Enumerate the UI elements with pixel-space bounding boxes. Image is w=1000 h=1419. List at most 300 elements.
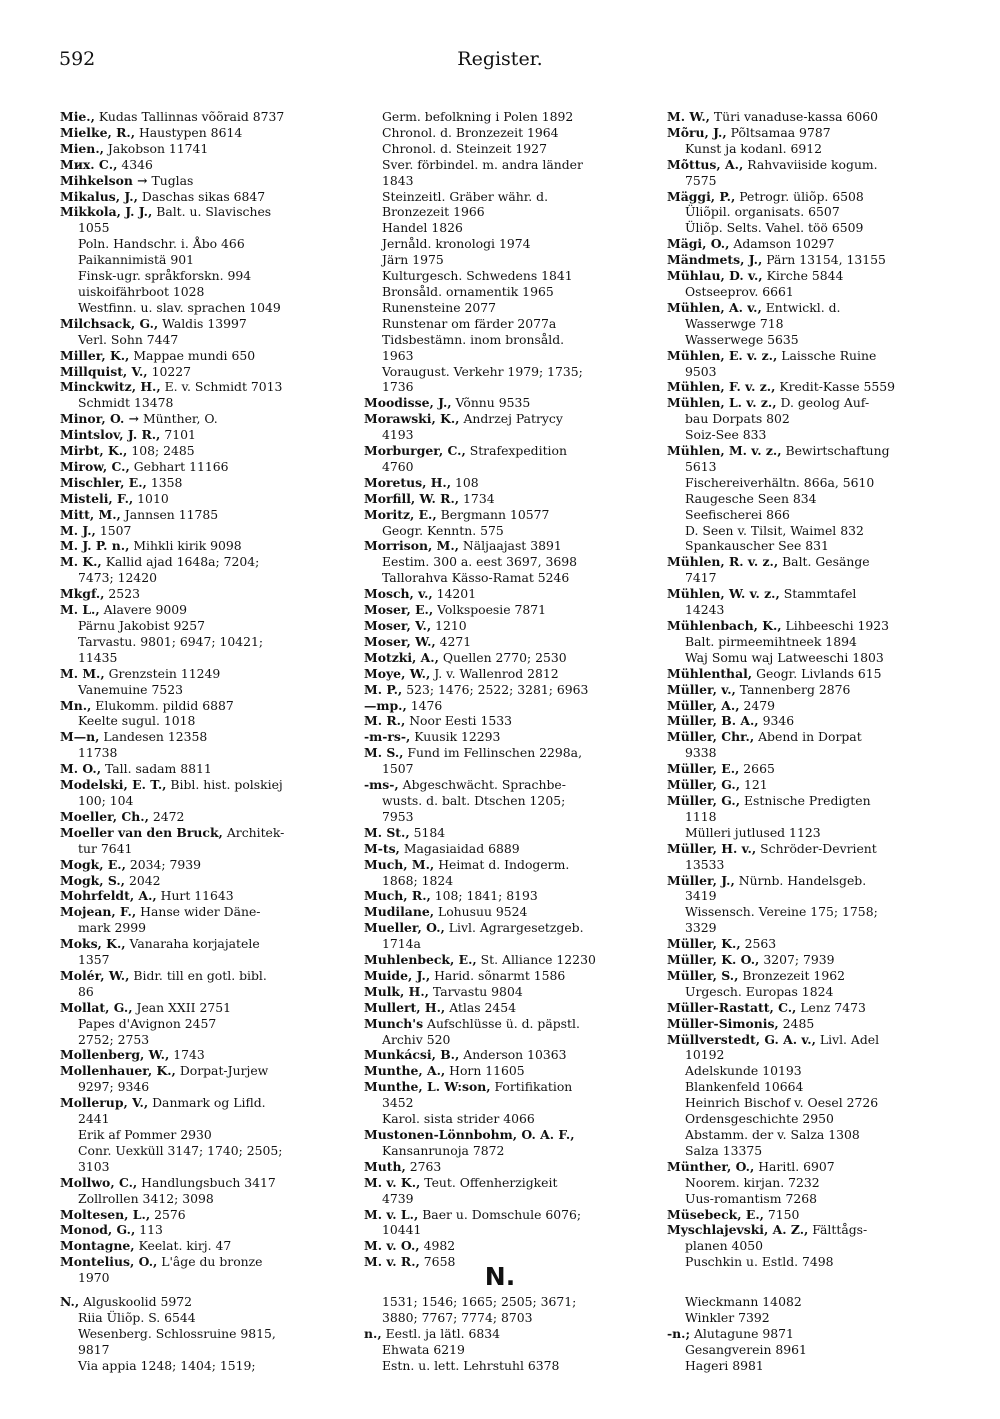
entry-text: Adelskunde 10193 — [685, 1063, 802, 1079]
entry-heading: Mollat, G., — [60, 999, 133, 1015]
entry-heading: Muide, J., — [364, 967, 431, 983]
entry-text: 1714a — [382, 936, 421, 952]
entry-text: 1357 — [78, 952, 110, 968]
entry-text: Archiv 520 — [382, 1031, 451, 1047]
entry-text: Livl. Adel — [815, 1031, 880, 1047]
index-subentry — [364, 1191, 644, 1207]
entry-heading: Mühlen, E. v. z., — [667, 347, 778, 363]
entry-text: Tallorahva Kässo-Ramat 5246 — [382, 570, 570, 586]
index-subentry — [60, 1159, 360, 1175]
index-entry — [60, 1047, 360, 1063]
index-subentry — [667, 888, 947, 904]
entry-heading: Mirow, C., — [60, 458, 130, 474]
entry-heading: Mogk, S., — [60, 872, 125, 888]
index-subentry — [60, 268, 360, 284]
index-entry — [364, 952, 644, 968]
index-subentry — [667, 634, 947, 650]
entry-text: Via appia 1248; 1404; 1519; — [78, 1357, 256, 1373]
index-subentry — [364, 1342, 644, 1358]
index-entry — [667, 395, 947, 411]
index-subentry — [667, 570, 947, 586]
entry-heading: Moser, V., — [364, 618, 432, 633]
index-entry — [667, 125, 947, 141]
entry-text: Keelat. kirj. 47 — [134, 1238, 232, 1254]
index-subentry — [667, 538, 947, 554]
entry-heading: M. M., — [60, 665, 105, 681]
index-entry — [667, 554, 947, 570]
entry-text: Lenz 7473 — [796, 999, 866, 1015]
index-entry — [667, 1326, 947, 1342]
index-subentry — [60, 745, 360, 761]
index-subentry — [60, 713, 360, 729]
entry-text: Nürnb. Handelsgeb. — [734, 872, 867, 888]
entry-heading: Müsebeck, E., — [667, 1206, 764, 1222]
entry-text: Hageri 8981 — [685, 1357, 764, 1373]
index-subentry — [667, 220, 947, 236]
entry-text: 1531; 1546; 1665; 2505; 3671; — [382, 1294, 577, 1309]
index-entry — [60, 825, 360, 841]
entry-text: 2563 — [740, 936, 777, 952]
entry-text: 9346 — [758, 713, 795, 729]
index-entry — [364, 920, 644, 936]
index-subentry — [60, 618, 360, 634]
index-subentry — [60, 634, 360, 650]
index-entry — [667, 109, 947, 125]
index-subentry — [364, 873, 644, 889]
entry-heading: Müller, E., — [667, 761, 740, 777]
index-column-2 — [364, 109, 644, 1270]
index-subentry — [364, 459, 644, 475]
entry-text: Lihbeeschi 1923 — [781, 618, 890, 633]
index-subentry — [60, 682, 360, 698]
index-subentry — [667, 825, 947, 841]
entry-text: 108; 2485 — [127, 443, 195, 459]
index-entry — [364, 1063, 644, 1079]
index-entry — [364, 745, 644, 761]
entry-text: Balt. Gesänge — [778, 554, 870, 570]
index-subentry — [364, 189, 644, 205]
entry-text: uiskoifährboot 1028 — [78, 283, 205, 299]
index-column-3 — [667, 109, 947, 1270]
entry-heading: Modelski, E. T., — [60, 777, 167, 793]
index-entry — [364, 507, 644, 523]
entry-text: 11738 — [78, 745, 118, 761]
index-subentry — [667, 857, 947, 873]
entry-text: 9297; 9346 — [78, 1079, 150, 1095]
index-entry — [60, 698, 360, 714]
entry-heading: Muhlenbeck, E., — [364, 952, 477, 968]
entry-heading: Mühlen, W. v. z., — [667, 586, 780, 602]
entry-heading: Mojean, F., — [60, 904, 137, 920]
entry-heading: Mõttus, A., — [667, 156, 744, 172]
entry-heading: Much, M., — [364, 856, 435, 872]
entry-text: 9503 — [685, 363, 717, 379]
entry-text: D. geolog Auf- — [776, 395, 870, 411]
index-entry — [60, 523, 360, 539]
entry-text: 100; 104 — [78, 792, 134, 808]
index-subentry — [667, 1127, 947, 1143]
index-subentry — [60, 252, 360, 268]
entry-text: Quellen 2770; 2530 — [438, 649, 567, 665]
index-entry — [364, 475, 644, 491]
entry-text: Kansanrunoja 7872 — [382, 1142, 505, 1158]
entry-text: Bronsåld. ornamentik 1965 — [382, 283, 554, 299]
index-entry — [364, 634, 644, 650]
index-subentry — [667, 904, 947, 920]
entry-text: D. Seen v. Tilsit, Waimel 832 — [685, 522, 864, 538]
entry-text: Tuglas — [147, 172, 194, 188]
entry-heading: Mühlau, D. v., — [667, 268, 763, 284]
entry-text: Entwickl. d. — [761, 299, 841, 315]
entry-text: Wissensch. Vereine 175; 1758; — [685, 904, 878, 920]
index-entry — [60, 459, 360, 475]
index-entry — [60, 411, 360, 427]
index-subentry — [364, 125, 644, 141]
index-entry — [60, 554, 360, 570]
entry-heading: Mielke, R., — [60, 124, 136, 140]
page-number: 592 — [59, 48, 96, 70]
index-subentry — [364, 348, 644, 364]
entry-text: Winkler 7392 — [685, 1309, 770, 1325]
index-entry — [364, 602, 644, 618]
entry-text: Westfinn. u. slav. sprachen 1049 — [78, 299, 281, 315]
entry-text: Grenzstein 11249 — [104, 665, 221, 681]
index-subentry — [364, 236, 644, 252]
entry-text: Kulturgesch. Schwedens 1841 — [382, 268, 573, 284]
entry-heading: Müller, G., — [667, 792, 741, 808]
index-entry — [364, 825, 644, 841]
index-entry — [60, 538, 360, 554]
entry-text: 2763 — [405, 1158, 442, 1174]
entry-text: Eestl. ja lätl. 6834 — [381, 1325, 501, 1341]
entry-heading: Muth, — [364, 1158, 406, 1174]
index-entry — [364, 841, 644, 857]
entry-text: 7473; 12420 — [78, 570, 158, 586]
entry-heading: Motzki, A., — [364, 649, 439, 665]
index-subentry — [667, 1191, 947, 1207]
index-entry — [60, 1175, 360, 1191]
index-entry — [364, 1159, 644, 1175]
index-entry — [60, 443, 360, 459]
index-subentry — [60, 284, 360, 300]
entry-heading: Mischler, E., — [60, 474, 147, 490]
entry-text: Magasiaidad 6889 — [399, 840, 520, 856]
entry-heading: Mühlen, M. v. z., — [667, 443, 782, 459]
entry-text: Eestim. 300 a. eest 3697, 3698 — [382, 554, 578, 570]
entry-heading: Morfill, W. R., — [364, 490, 460, 506]
entry-heading: Mn., — [60, 697, 92, 713]
index-subentry — [667, 1175, 947, 1191]
entry-text: Tall. sadam 8811 — [101, 761, 212, 777]
index-entry — [364, 968, 644, 984]
index-subentry — [667, 809, 947, 825]
entry-heading: Milchsack, G., — [60, 315, 159, 331]
entry-text: Karol. sista strider 4066 — [382, 1111, 535, 1127]
entry-heading: M. St., — [364, 824, 410, 840]
entry-text: Jakobson 11741 — [103, 140, 209, 156]
entry-heading: Müller, G., — [667, 777, 741, 793]
index-subentry — [60, 332, 360, 348]
index-entry — [60, 1063, 360, 1079]
entry-text: Uus-romantism 7268 — [685, 1190, 817, 1206]
entry-heading: Mitt, M., — [60, 506, 121, 522]
entry-heading: n., — [364, 1325, 382, 1341]
entry-text: 7101 — [160, 427, 196, 443]
entry-heading: Mosch, v., — [364, 586, 433, 602]
entry-text: Geogr. Kenntn. 575 — [382, 522, 504, 538]
entry-heading: Molér, W., — [60, 967, 130, 983]
index-entry — [667, 189, 947, 205]
entry-text: Abend in Dorpat — [754, 729, 862, 745]
entry-text: 121 — [740, 777, 768, 793]
entry-text: Türi vanaduse-kassa 6060 — [709, 109, 878, 124]
entry-heading: Mkgf., — [60, 586, 105, 602]
entry-heading: Munkácsi, B., — [364, 1047, 460, 1063]
index-entry — [364, 857, 644, 873]
entry-text: Pärn 13154, 13155 — [762, 252, 886, 268]
entry-heading: -m-rs-, — [364, 729, 411, 745]
entry-text: 10192 — [685, 1047, 725, 1063]
entry-heading: M-ts, — [364, 840, 400, 856]
index-subentry — [364, 1095, 644, 1111]
entry-heading: Moye, W., — [364, 665, 431, 681]
index-entry — [667, 873, 947, 889]
index-entry — [364, 1207, 644, 1223]
entry-text: Wesenberg. Schlossruine 9815, — [78, 1325, 276, 1341]
entry-text: Paikannimistä 901 — [78, 252, 194, 268]
entry-text: 4271 — [435, 633, 472, 649]
index-entry — [364, 443, 644, 459]
entry-text: 108 — [451, 474, 479, 490]
entry-heading: Morrison, M., — [364, 538, 459, 554]
entry-text: 108; 1841; 8193 — [430, 888, 538, 904]
index-entry — [364, 618, 644, 634]
entry-heading: M. L., — [60, 602, 100, 618]
entry-text: 4739 — [382, 1190, 414, 1206]
index-subentry — [364, 204, 644, 220]
index-entry — [60, 141, 360, 157]
entry-text: Elukomm. pildid 6887 — [91, 697, 234, 713]
index-subentry — [60, 841, 360, 857]
entry-text: Laissche Ruine — [777, 347, 877, 363]
entry-text: Raugesche Seen 834 — [685, 490, 817, 506]
entry-text: Bronzezeit 1962 — [738, 967, 845, 983]
index-subentry — [667, 1358, 947, 1374]
entry-text: Estnische Predigten — [740, 792, 871, 808]
entry-text: 2665 — [739, 761, 775, 777]
index-entry — [667, 268, 947, 284]
entry-text: Architek- — [222, 824, 285, 840]
entry-text: Võnnu 9535 — [451, 395, 531, 411]
entry-text: 7150 — [763, 1206, 800, 1222]
entry-text: 7953 — [382, 808, 414, 824]
entry-heading: Mõru, J., — [667, 124, 727, 140]
index-entry — [667, 761, 947, 777]
index-subentry — [60, 1191, 360, 1207]
index-entry — [364, 395, 644, 411]
entry-text: Ordensgeschichte 2950 — [685, 1111, 834, 1127]
entry-text: Landesen 12358 — [99, 729, 208, 745]
entry-text: Noorem. kirjan. 7232 — [685, 1174, 820, 1190]
index-subentry — [60, 1326, 360, 1342]
entry-heading: Müller, Chr., — [667, 729, 755, 745]
entry-heading: Myschlajevski, A. Z., — [667, 1222, 809, 1238]
entry-heading: Mohrfeldt, A., — [60, 888, 157, 904]
entry-text: 1507 — [95, 522, 132, 538]
entry-heading: Montelius, O., — [60, 1254, 158, 1270]
index-subentry — [667, 1095, 947, 1111]
index-entry — [364, 729, 644, 745]
index-entry — [60, 1095, 360, 1111]
entry-heading: Moritz, E., — [364, 506, 437, 522]
index-subentry — [60, 1358, 360, 1374]
entry-text: Erik af Pommer 2930 — [78, 1127, 212, 1142]
entry-text: 3103 — [78, 1158, 110, 1174]
entry-text: J. v. Wallenrod 2812 — [430, 665, 559, 681]
index-subentry — [364, 284, 644, 300]
entry-text: Seefischerei 866 — [685, 506, 790, 522]
index-subentry — [667, 141, 947, 157]
entry-text: Ehwata 6219 — [382, 1341, 465, 1357]
entry-heading: Minor, O. → — [60, 411, 140, 427]
index-entry — [60, 427, 360, 443]
index-subentry — [60, 1342, 360, 1358]
entry-text: mark 2999 — [78, 920, 147, 936]
entry-text: Heimat d. Indogerm. — [434, 856, 570, 872]
index-subentry — [364, 793, 644, 809]
entry-text: Kudas Tallinnas võõraid 8737 — [94, 109, 285, 124]
entry-text: Verl. Sohn 7447 — [78, 331, 179, 347]
index-subentry — [60, 1032, 360, 1048]
index-subentry — [667, 745, 947, 761]
entry-heading: Munthe, A., — [364, 1063, 446, 1079]
entry-text: Dorpat-Jurjew — [175, 1063, 269, 1079]
index-entry — [364, 777, 644, 793]
index-entry — [60, 968, 360, 984]
entry-heading: Munch's — [364, 1015, 424, 1031]
entry-heading: Mullert, H., — [364, 999, 446, 1015]
entry-text: Atlas 2454 — [445, 999, 517, 1015]
entry-text: wusts. d. balt. Dtschen 1205; — [382, 792, 566, 808]
entry-text: Keelte sugul. 1018 — [78, 713, 196, 729]
entry-text: 2472 — [148, 808, 185, 824]
index-subentry — [60, 395, 360, 411]
entry-text: Schmidt 13478 — [78, 395, 174, 411]
entry-heading: Mühlenbach, K., — [667, 618, 782, 633]
index-subentry — [667, 284, 947, 300]
entry-heading: Mollwo, C., — [60, 1174, 138, 1190]
index-entry — [60, 666, 360, 682]
entry-text: Fälttågs- — [808, 1222, 868, 1238]
index-entry — [60, 125, 360, 141]
entry-text: 3207; 7939 — [759, 952, 835, 968]
index-subentry — [667, 173, 947, 189]
entry-text: L'âge du bronze — [157, 1254, 263, 1270]
entry-heading: Much, R., — [364, 888, 431, 904]
entry-text: Haustypen 8614 — [135, 124, 243, 140]
index-subentry — [364, 1310, 644, 1326]
index-entry — [667, 682, 947, 698]
entry-text: Conr. Uexküll 3147; 1740; 2505; — [78, 1142, 283, 1158]
entry-text: Stammtafel — [779, 586, 857, 602]
index-entry — [667, 1222, 947, 1238]
index-entry — [364, 1047, 644, 1063]
entry-text: Strafexpedition — [465, 443, 567, 459]
entry-text: Alavere 9009 — [99, 602, 187, 618]
index-subentry — [667, 984, 947, 1000]
index-subentry — [364, 570, 644, 586]
entry-text: 1843 — [382, 172, 414, 188]
index-entry — [667, 1016, 947, 1032]
index-subentry — [60, 1143, 360, 1159]
entry-text: E. v. Schmidt 7013 — [160, 379, 283, 395]
index-entry — [60, 602, 360, 618]
entry-text: Põltsamaa 9787 — [726, 124, 831, 140]
index-entry — [667, 936, 947, 952]
entry-heading: Mirbt, K., — [60, 443, 128, 459]
index-entry — [364, 411, 644, 427]
index-entry — [364, 586, 644, 602]
entry-text: 7658 — [419, 1254, 456, 1270]
index-subentry — [364, 1294, 644, 1310]
entry-text: Gesangverein 8961 — [685, 1341, 807, 1357]
entry-heading: Müller, K. O., — [667, 952, 760, 968]
index-subentry — [364, 809, 644, 825]
entry-text: 2441 — [78, 1111, 110, 1127]
index-subentry — [364, 523, 644, 539]
entry-text: Urgesch. Europas 1824 — [685, 983, 834, 999]
entry-text: Mihkli kirik 9098 — [129, 538, 242, 554]
entry-heading: Moser, E., — [364, 602, 434, 618]
index-subentry — [364, 936, 644, 952]
entry-heading: Müllverstedt, G. A. v., — [667, 1031, 816, 1047]
index-entry — [60, 857, 360, 873]
index-subentry — [667, 1342, 947, 1358]
index-subentry — [60, 1111, 360, 1127]
entry-text: Wieckmann 14082 — [685, 1294, 802, 1309]
entry-text: Sver. förbindel. m. andra länder — [382, 156, 583, 172]
entry-text: Kirche 5844 — [762, 268, 844, 284]
index-entry — [60, 507, 360, 523]
index-entry — [667, 793, 947, 809]
entry-text: Noor Eesti 1533 — [405, 713, 512, 729]
index-subentry — [364, 554, 644, 570]
index-entry — [60, 204, 360, 220]
index-subentry — [667, 650, 947, 666]
index-entry — [667, 586, 947, 602]
entry-heading: Mogk, E., — [60, 856, 126, 872]
entry-text: Alguskoolid 5972 — [79, 1294, 193, 1309]
entry-text: Vanaraha korjajatele — [125, 936, 260, 952]
index-entry — [667, 713, 947, 729]
running-head: Register. — [457, 48, 543, 70]
entry-text: 14243 — [685, 602, 725, 618]
index-entry — [60, 729, 360, 745]
index-subentry — [364, 761, 644, 777]
index-subentry — [60, 570, 360, 586]
entry-heading: Miller, K., — [60, 347, 130, 363]
index-entry — [667, 443, 947, 459]
index-subentry — [364, 316, 644, 332]
index-subentry — [60, 920, 360, 936]
entry-text: 7575 — [685, 172, 717, 188]
entry-heading: Moeller, Ch., — [60, 808, 149, 824]
entry-text: Blankenfeld 10664 — [685, 1079, 804, 1095]
entry-heading: Müller, B. A., — [667, 713, 759, 729]
entry-heading: —mp., — [364, 697, 407, 713]
index-entry — [60, 777, 360, 793]
index-entry — [667, 1159, 947, 1175]
